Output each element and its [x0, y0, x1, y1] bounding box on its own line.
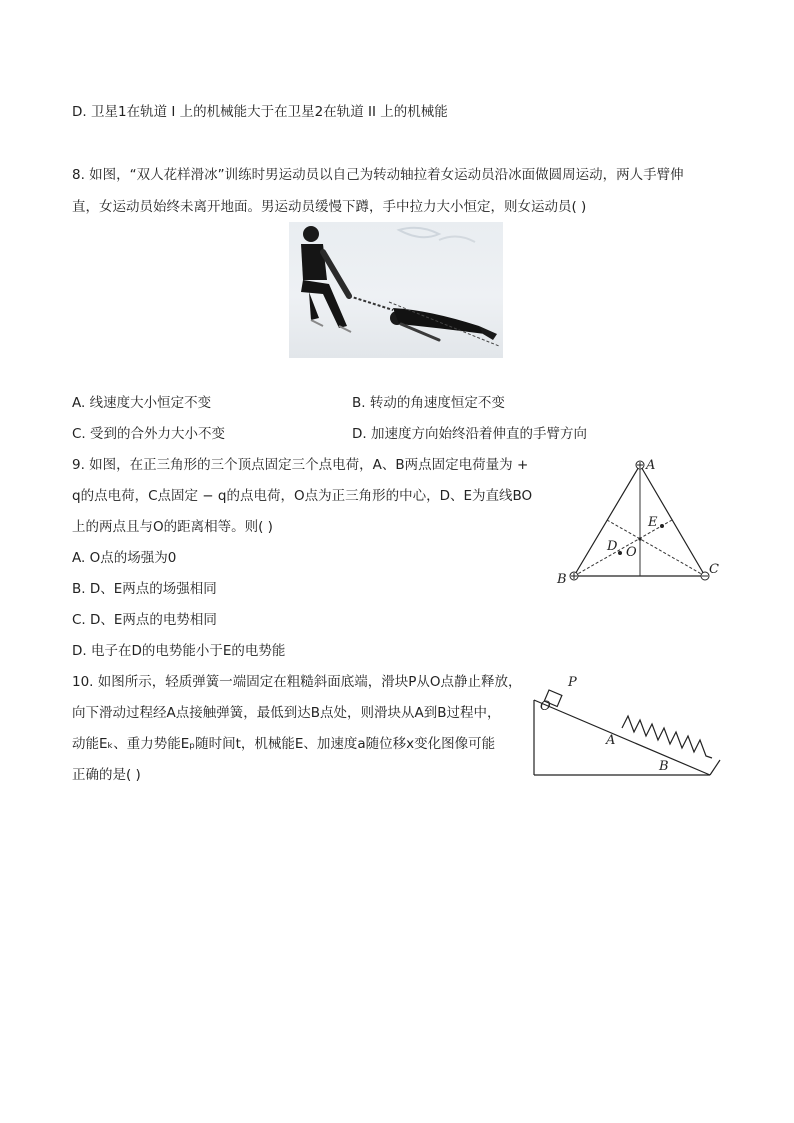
- q8-option-c: C. 受到的合外力大小不变: [72, 426, 226, 442]
- skate-blade: [311, 320, 323, 326]
- q8-stem-line2: 直，女运动员始终未离开地面。男运动员缓慢下蹲，手中拉力大小恒定，则女运动员( ): [72, 199, 587, 215]
- ice-mark: [399, 228, 439, 237]
- incline-spring-diagram: [528, 670, 728, 782]
- label-e: E: [648, 515, 658, 530]
- skaters-illustration: [289, 222, 503, 358]
- skate-blade: [339, 326, 351, 332]
- label-o: O: [626, 545, 637, 560]
- point-e: [660, 524, 664, 528]
- label-b: B: [659, 759, 669, 774]
- q9-option-b: B. D、E两点的场强相同: [72, 581, 217, 597]
- point-d: [618, 551, 622, 555]
- q9-stem-line1: 9. 如图，在正三角形的三个顶点固定三个点电荷，A、B两点固定电荷量为 +: [72, 457, 529, 473]
- q9-stem-line3: 上的两点且与O的距离相等。则( ): [72, 519, 273, 535]
- label-c: C: [709, 562, 719, 577]
- q10-stem-line3: 动能Eₖ、重力势能Eₚ随时间t，机械能E、加速度a随位移x变化图像可能: [72, 736, 496, 752]
- q9-option-d: D. 电子在D的电势能小于E的电势能: [72, 643, 286, 659]
- q8-option-d: D. 加速度方向始终沿着伸直的手臂方向: [352, 426, 587, 442]
- incline-stop-wall: [710, 760, 720, 775]
- q9-option-a: A. O点的场强为0: [72, 550, 177, 566]
- incline-surface: [534, 700, 710, 775]
- figure-skating-photo: [289, 222, 503, 358]
- arm-connection-line: [349, 296, 393, 310]
- label-a: A: [646, 458, 656, 473]
- triangle-charge-diagram: [552, 452, 732, 592]
- male-skater-legs: [301, 280, 347, 328]
- q7-option-d: D. 卫星1在轨道 I 上的机械能大于在卫星2在轨道 II 上的机械能: [72, 104, 448, 120]
- female-skater-body: [393, 308, 485, 334]
- q10-stem-line2: 向下滑动过程经A点接触弹簧，最低到达B点处，则滑块从A到B过程中，: [72, 705, 501, 721]
- ice-mark: [439, 236, 475, 242]
- label-a: A: [606, 733, 616, 748]
- label-o: O: [540, 699, 551, 714]
- spring-icon: [622, 716, 712, 758]
- point-o: [638, 537, 641, 540]
- male-skater-head: [303, 226, 319, 242]
- q9-stem-line2: q的点电荷，C点固定 − q的点电荷，O点为正三角形的中心，D、E为直线BO: [72, 488, 533, 504]
- label-p: P: [568, 675, 577, 690]
- male-skater-leg2: [309, 292, 319, 320]
- q8-option-a: A. 线速度大小恒定不变: [72, 395, 212, 411]
- q8-option-b: B. 转动的角速度恒定不变: [352, 395, 505, 411]
- q10-stem-line4: 正确的是( ): [72, 767, 141, 783]
- q9-option-c: C. D、E两点的电势相同: [72, 612, 217, 628]
- q8-stem-line1: 8. 如图，“双人花样滑冰”训练时男运动员以自己为转动轴拉着女运动员沿冰面做圆周运动，两人手臂伸: [72, 167, 684, 183]
- label-b: B: [557, 572, 567, 587]
- label-d: D: [607, 539, 618, 554]
- q10-stem-line1: 10. 如图所示，轻质弹簧一端固定在粗糙斜面底端，滑块P从O点静止释放，: [72, 674, 522, 690]
